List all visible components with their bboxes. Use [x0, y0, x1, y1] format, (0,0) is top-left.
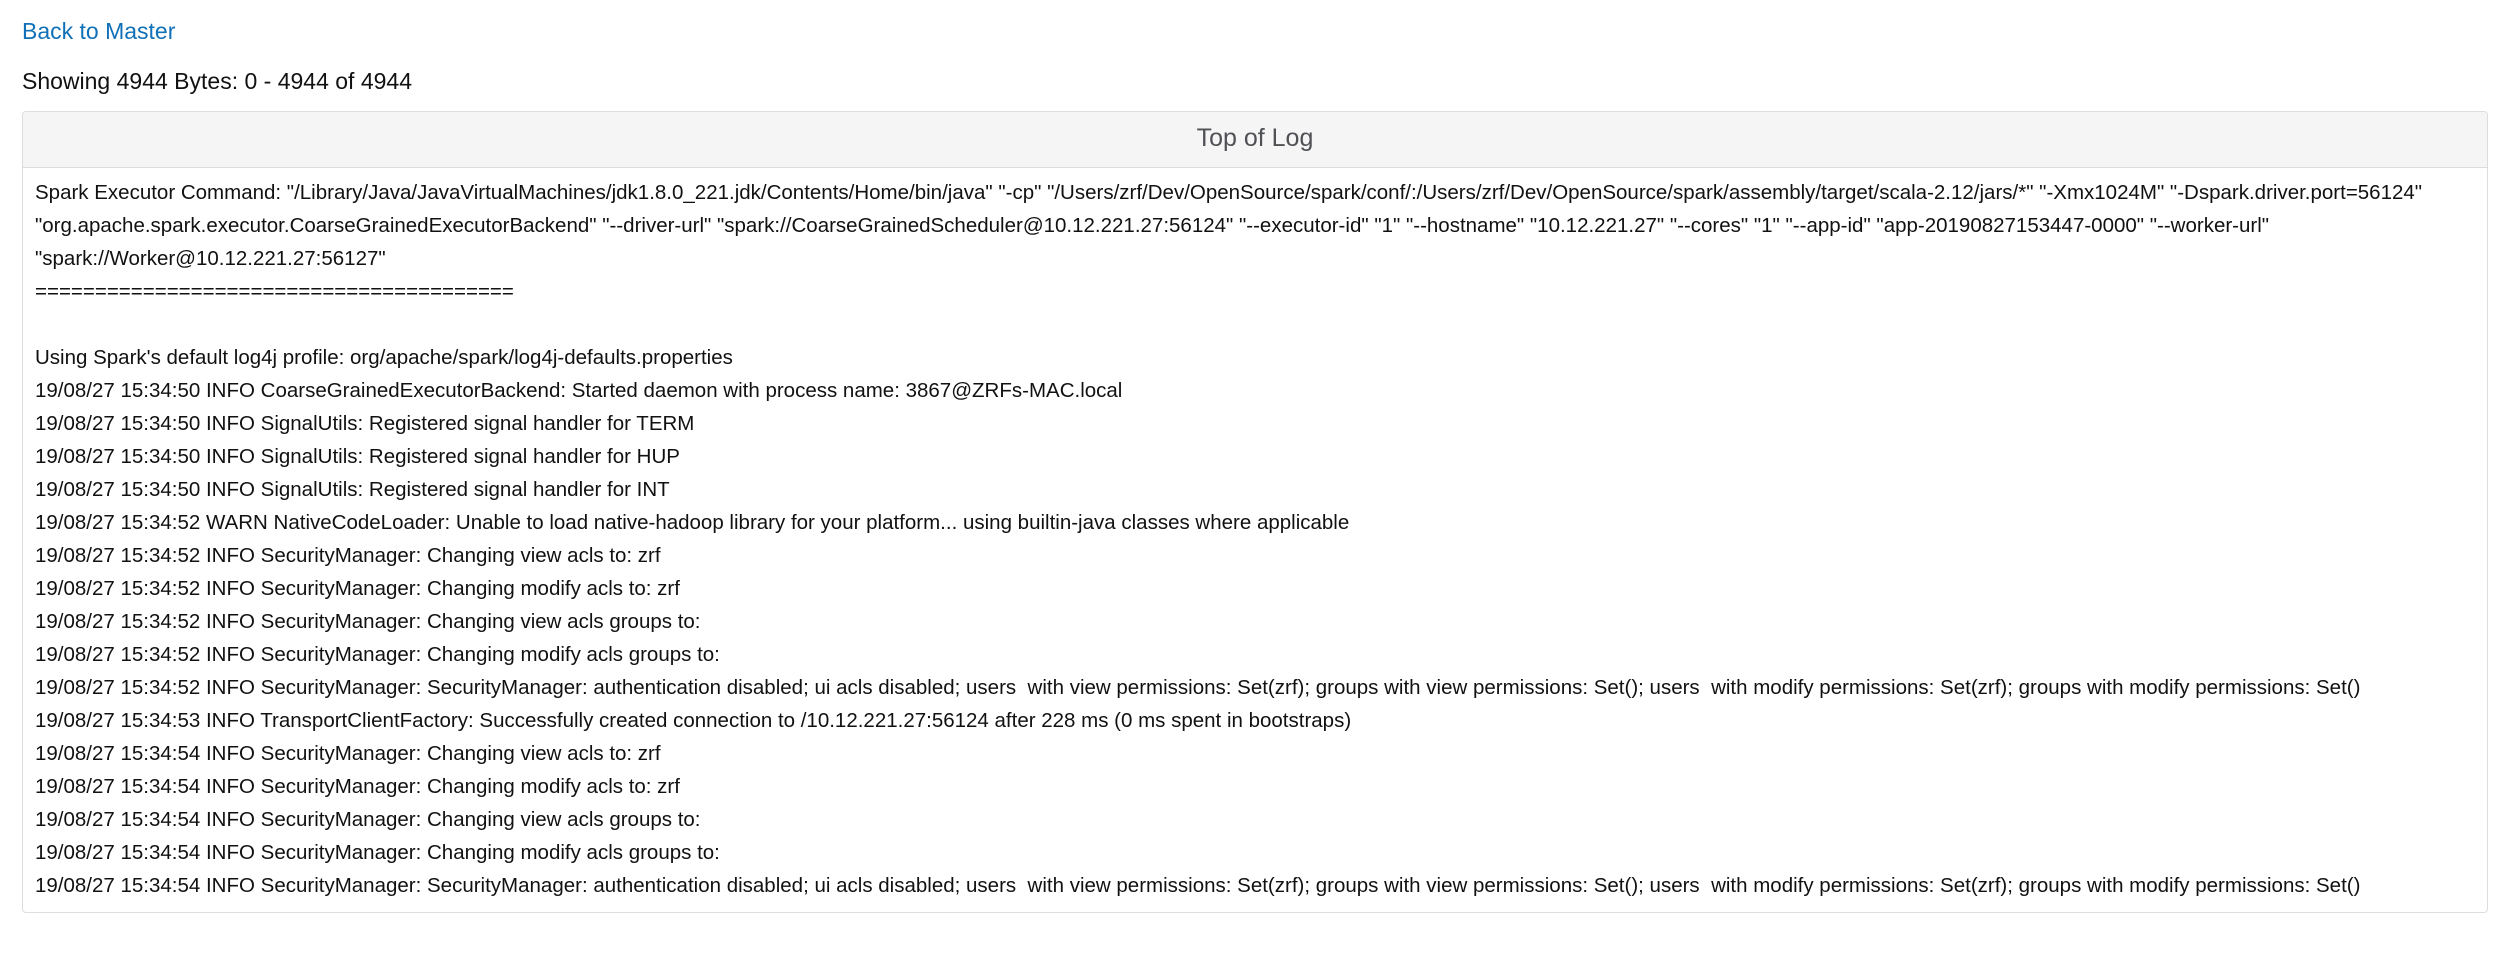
log-line: 19/08/27 15:34:52 INFO SecurityManager: Changing modify acls to: zrf [35, 577, 680, 601]
showing-bytes-status: Showing 4944 Bytes: 0 - 4944 of 4944 [22, 67, 413, 94]
log-line: 19/08/27 15:34:54 INFO SecurityManager: Changing view acls groups to: [35, 808, 701, 832]
log-line: 19/08/27 15:34:54 INFO SecurityManager: SecurityManager: authentication disabled; ui acls disabled; users with view permissions: Set(zrf); groups with view permissions: Set(); users with modify permissions: Set(zrf); groups with modify permissions: Set() [35, 874, 2361, 898]
log-line: ======================================== [35, 280, 514, 304]
log-line: 19/08/27 15:34:53 INFO TransportClientFactory: Successfully created connection to /10.12.221.27:56124 after 228 ms (0 ms spent in bootstraps) [35, 709, 1352, 733]
log-line: 19/08/27 15:34:52 INFO SecurityManager: Changing view acls groups to: [35, 610, 701, 634]
log-line: 19/08/27 15:34:54 INFO SecurityManager: Changing view acls to: zrf [35, 742, 661, 766]
log-line: 19/08/27 15:34:50 INFO SignalUtils: Registered signal handler for TERM [35, 412, 695, 436]
log-line: 19/08/27 15:34:52 WARN NativeCodeLoader: Unable to load native-hadoop library for your platform... using builtin-java classes where applicable [35, 511, 1350, 535]
log-line: 19/08/27 15:34:54 INFO SecurityManager: Changing modify acls groups to: [35, 841, 720, 865]
back-to-master-link[interactable]: Back to Master [22, 18, 176, 44]
log-line: Spark Executor Command: "/Library/Java/JavaVirtualMachines/jdk1.8.0_221.jdk/Contents/Home/bin/java" "-cp" "/Users/zrf/Dev/OpenSource/spark/conf/:/Users/zrf/Dev/OpenSource/spark/assembly/target/scala-2.12/jars/*" "-Xmx1024M" "-Dspark.driver.port=56124" "org.apache.spark.executor.CoarseGrainedExecutorBackend" "--driver-url" "spark://CoarseGrainedScheduler@10.12.221.27:56124" "--executor-id" "1" "--hostname" "10.12.221.27" "--cores" "1" "--app-id" "app-20190827153447-0000" "--worker-url" "spark://Worker@10.12.221.27:56127" [35, 181, 2428, 271]
log-line: 19/08/27 15:34:52 INFO SecurityManager: Changing modify acls groups to: [35, 643, 720, 667]
log-line: 19/08/27 15:34:52 INFO SecurityManager: Changing view acls to: zrf [35, 544, 661, 568]
log-line: Using Spark's default log4j profile: org/apache/spark/log4j-defaults.properties [35, 346, 733, 370]
log-content[interactable] [23, 168, 2487, 912]
log-line: 19/08/27 15:34:50 INFO CoarseGrainedExecutorBackend: Started daemon with process name: 3867@ZRFs-MAC.local [35, 379, 1123, 403]
log-line: 19/08/27 15:34:54 INFO SecurityManager: Changing modify acls to: zrf [35, 775, 680, 799]
log-line: 19/08/27 15:34:50 INFO SignalUtils: Registered signal handler for HUP [35, 445, 680, 469]
log-panel [22, 111, 2488, 913]
log-line [35, 308, 2475, 341]
log-panel-header: Top of Log [23, 112, 2487, 168]
log-line: 19/08/27 15:34:52 INFO SecurityManager: SecurityManager: authentication disabled; ui acls disabled; users with view permissions: Set(zrf); groups with view permissions: Set(); users with modify permissions: Set(zrf); groups with modify permissions: Set() [35, 676, 2361, 700]
log-line: 19/08/27 15:34:50 INFO SignalUtils: Registered signal handler for INT [35, 478, 670, 502]
